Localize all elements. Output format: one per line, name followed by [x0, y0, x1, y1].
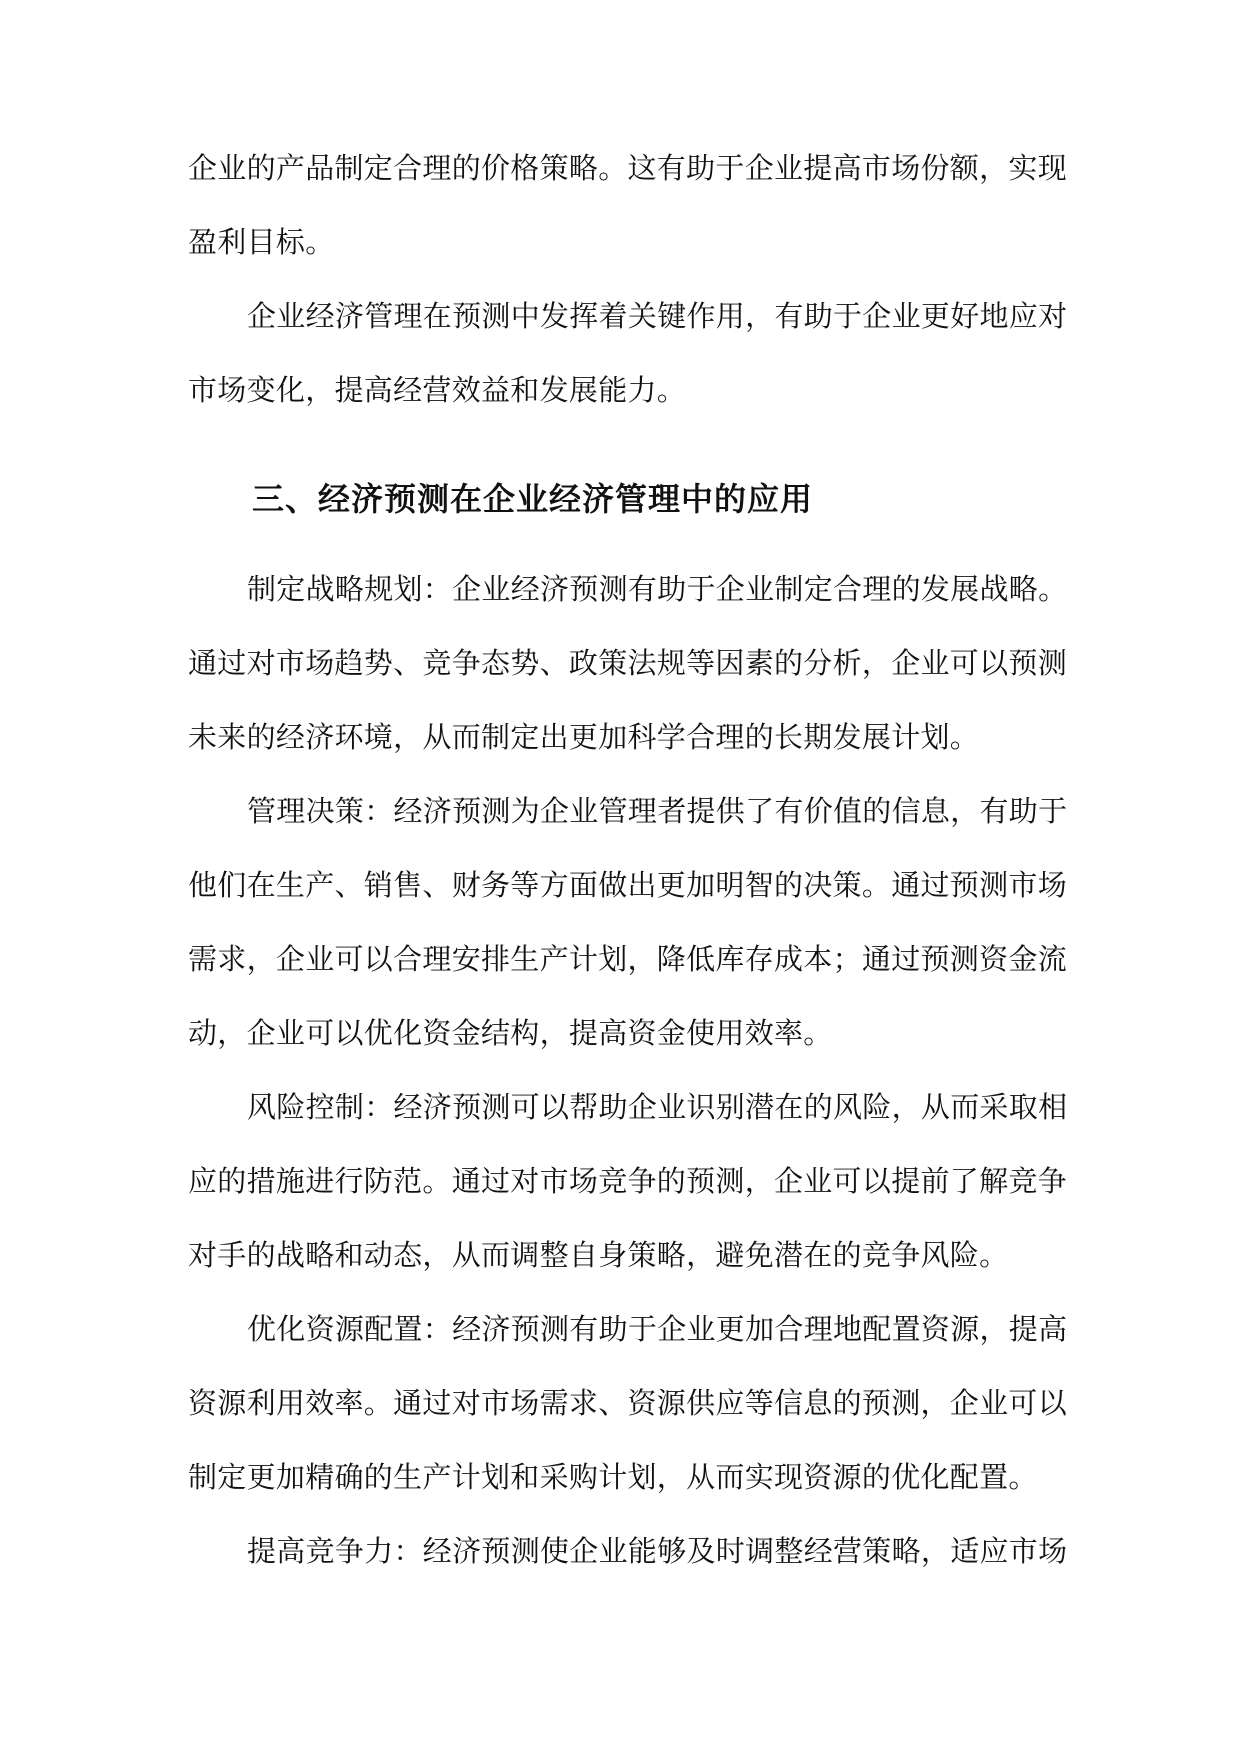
- paragraph-5-line-3: 对手的战略和动态，从而调整自身策略，避免潜在的竞争风险。: [188, 1238, 1009, 1272]
- paragraph-7-line-1: 提高竞争力：经济预测使企业能够及时调整经营策略，适应市场: [247, 1534, 1068, 1568]
- paragraph-2-line-1: 企业经济管理在预测中发挥着关键作用，有助于企业更好地应对: [247, 299, 1068, 333]
- paragraph-5-line-1: 风险控制：经济预测可以帮助企业识别潜在的风险，从而采取相: [247, 1090, 1068, 1124]
- paragraph-3-line-1: 制定战略规划：企业经济预测有助于企业制定合理的发展战略。: [247, 572, 1068, 606]
- paragraph-3-line-3: 未来的经济环境，从而制定出更加科学合理的长期发展计划。: [188, 720, 980, 754]
- paragraph-4-line-2: 他们在生产、销售、财务等方面做出更加明智的决策。通过预测市场: [188, 868, 1068, 902]
- paragraph-6-line-2: 资源利用效率。通过对市场需求、资源供应等信息的预测，企业可以: [188, 1386, 1068, 1420]
- section-heading: 三、经济预测在企业经济管理中的应用: [252, 480, 814, 518]
- paragraph-1-line-1: 企业的产品制定合理的价格策略。这有助于企业提高市场份额，实现: [188, 151, 1068, 185]
- paragraph-6-line-1: 优化资源配置：经济预测有助于企业更加合理地配置资源，提高: [247, 1312, 1068, 1346]
- paragraph-4-line-3: 需求，企业可以合理安排生产计划，降低库存成本；通过预测资金流: [188, 942, 1068, 976]
- paragraph-5-line-2: 应的措施进行防范。通过对市场竞争的预测，企业可以提前了解竞争: [188, 1164, 1068, 1198]
- paragraph-6-line-3: 制定更加精确的生产计划和采购计划，从而实现资源的优化配置。: [188, 1460, 1038, 1494]
- paragraph-4-line-4: 动，企业可以优化资金结构，提高资金使用效率。: [188, 1016, 833, 1050]
- paragraph-2-line-2: 市场变化，提高经营效益和发展能力。: [188, 373, 687, 407]
- paragraph-1-line-2: 盈利目标。: [188, 225, 335, 259]
- paragraph-3-line-2: 通过对市场趋势、竞争态势、政策法规等因素的分析，企业可以预测: [188, 646, 1068, 680]
- paragraph-4-line-1: 管理决策：经济预测为企业管理者提供了有价值的信息，有助于: [247, 794, 1068, 828]
